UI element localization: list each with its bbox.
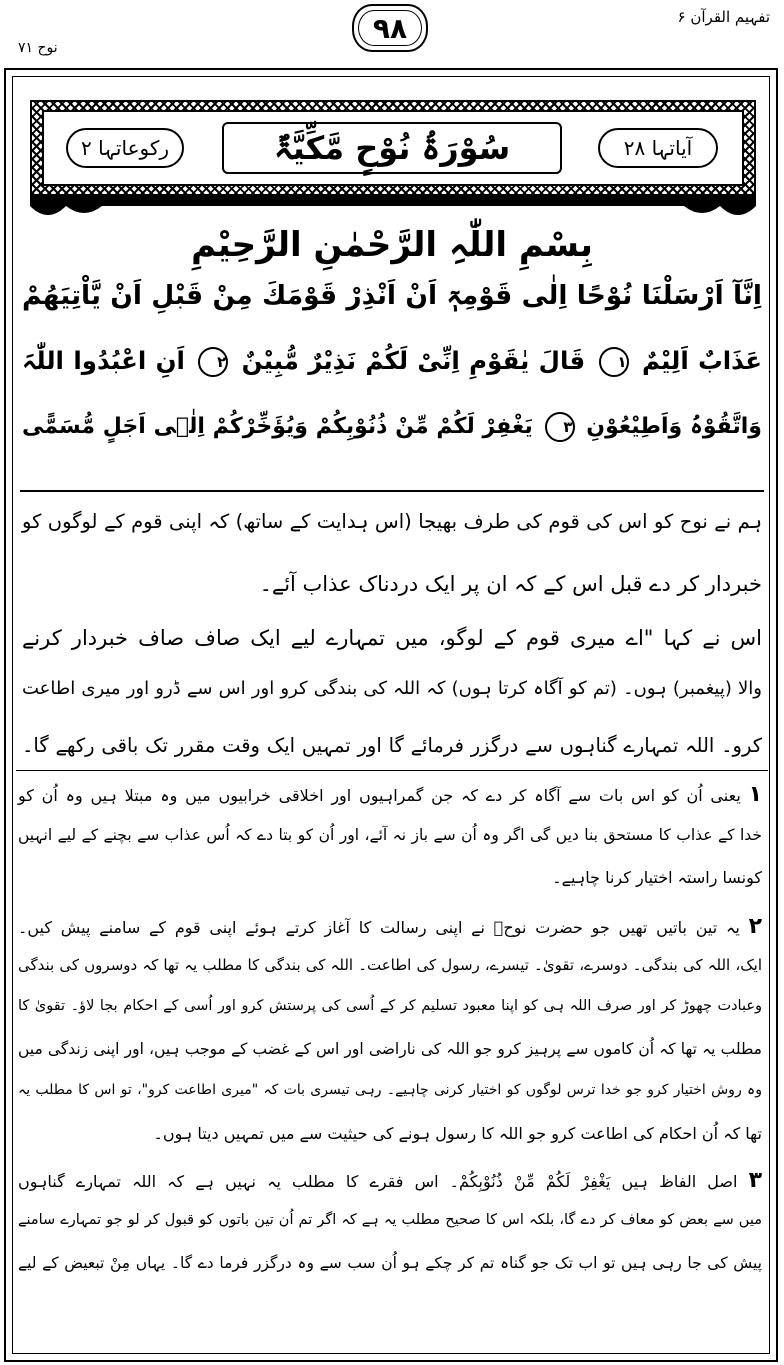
footnote-text: یہ تین باتیں تھیں جو حضرت نوحؑ نے اپنی رسالت کا آغاز کرتے ہوئے اپنی قوم کے سامنے پیش کیں۔	[18, 918, 740, 937]
ayah-line-1: اِنَّآ اَرْسَلْنَا نُوْحًا اِلٰی قَوْمِہٖٓ اَنْ اَنْذِرْ قَوْمَكَ مِنْ قَبْلِ اَنْ یَّاْتِیَهُمْ	[22, 280, 762, 311]
footnote-line: کونسا راستہ اختیار کرنا چاہیے۔	[552, 868, 762, 887]
divider	[20, 490, 764, 492]
bismillah: بِسْمِ اللّٰہِ الرَّحْمٰنِ الرَّحِیْمِ	[191, 225, 593, 265]
translation-line: کرو۔ اللہ تمہارے گناہوں سے درگزر فرمائے گا اور تمہیں ایک وقت مقرر تک باقی رکھے گا۔	[22, 734, 762, 757]
footnote-number: ۲	[748, 914, 763, 939]
ayah-text: وَاتَّقُوْہُ وَاَطِیْعُوْنِ	[586, 414, 762, 439]
footnote-text: یعنی اُن کو اس بات سے آگاہ کر دے کہ جن گمراہیوں اور اخلاقی خرابیوں میں وہ مبتلا ہیں وہ اُن کو	[18, 786, 741, 805]
ayah-number: ۱	[599, 347, 629, 377]
footnote-line: وہ روش اختیار کرو جو خدا ترس لوگوں کو اختیار کرنی چاہیے۔ رہی تیسری بات کہ "میری اطاعت کرو"، تو اس کا مطلب یہ	[18, 1082, 762, 1098]
footnote-line	[18, 1168, 762, 1193]
surah-title: سُوْرَۃُ نُوْحٍ مَّکِّیَّۃٌ	[222, 122, 562, 174]
footnote-line: خدا کے عذاب کا مستحق بنا دیں گی اگر وہ اُن سے باز نہ آئے، اور اُن کو بتا دے کہ اُس عذاب سے بچنے کے لیے انہیں	[18, 826, 762, 844]
ayat-count: آیاتہا ۲۸	[598, 128, 718, 168]
ayah-line-2	[22, 346, 762, 377]
footnote-number: ۳	[748, 1168, 763, 1193]
divider	[16, 770, 768, 771]
ayah-text: یَغْفِرْ لَكُمْ مِّنْ ذُنُوْبِكُمْ وَیُؤَخِّرْكُمْ اِلٰۤی اَجَلٍ مُّسَمًّی	[22, 414, 533, 439]
translation-line: والا (پیغمبر) ہوں۔ (تم کو آگاہ کرتا ہوں) کہ اللہ کی بندگی کرو اور اس سے ڈرو اور میری اطاعت	[22, 678, 762, 699]
book-title: تفہیم القرآن ۶	[677, 8, 770, 26]
translation-line: ہم نے نوح کو اس کی قوم کی طرف بھیجا (اس ہدایت کے ساتھ) کہ اپنی قوم کے لوگوں کو	[22, 510, 762, 533]
translation-line: خبردار کر دے قبل اس کے کہ ان پر ایک دردناک عذاب آئے۔	[259, 572, 762, 596]
ayah-line-3	[22, 412, 762, 442]
page-number: ۹۸	[372, 11, 408, 45]
arch-ornament	[30, 196, 756, 224]
footnote-line: میں سے بعض کو معاف کر دے گا، بلکہ اس کا صحیح مطلب یہ ہے کہ اگر تم اُن تین باتوں کو قبول کر لو جو تمہارے سامنے	[18, 1212, 762, 1228]
footnote-line: ایک، اللہ کی بندگی۔ دوسرے، تقویٰ۔ تیسرے، رسول کی اطاعت۔ اللہ کی بندگی کا مطلب یہ تھا کہ دوسروں کی بندگی	[18, 956, 762, 974]
ayah-number: ۳	[545, 412, 575, 442]
page-number-badge	[352, 4, 428, 52]
footnote-line: تھا کہ اُن احکام کی اطاعت کرو جو اللہ کا رسول ہونے کی حیثیت سے میں تمہیں دیتا ہوں۔	[153, 1124, 762, 1143]
ayah-text: اَنِ اعْبُدُوا اللّٰہَ	[22, 346, 185, 375]
ayah-text: قَالَ یٰقَوْمِ اِنِّیْ لَكُمْ نَذِیْرٌ مُّبِیْنٌ	[241, 346, 586, 375]
ayah-text: عَذَابٌ اَلِیْمٌ	[641, 346, 763, 375]
ruku-count: رکوعاتہا ۲	[66, 128, 184, 168]
footnote-number: ۱	[748, 782, 762, 807]
footnote-line	[18, 782, 762, 807]
footnote-line: وعبادت چھوڑ کر اور صرف اللہ ہی کو اپنا معبود تسلیم کر کے اُسی کی پرستش کرو اور اُسی کے احکام بجا لاؤ۔ تقویٰ کا	[18, 998, 762, 1014]
footnote-line: پیش کی جا رہی ہیں تو اب تک جو گناہ تم کر چکے ہو اُن سب سے وہ درگزر فرما دے گا۔ یہاں مِنْ تبعیض کے لیے	[18, 1254, 762, 1272]
translation-line: اس نے کہا "اے میری قوم کے لوگو، میں تمہارے لیے ایک صاف صاف خبردار کرنے	[22, 626, 762, 650]
footnote-text: اصل الفاظ ہیں یَغْفِرْ لَكُمْ مِّنْ ذُنُوْبِكُمْ۔ اس فقرے کا مطلب یہ نہیں ہے کہ اللہ تمہارے گناہوں	[18, 1172, 738, 1191]
footnote-line	[18, 914, 762, 939]
surah-marker: نوح ۷۱	[18, 40, 58, 56]
ayah-number: ۲	[198, 347, 228, 377]
footnote-line: مطلب یہ تھا کہ اُن کاموں سے پرہیز کرو جو اللہ کی ناراضی اور اس کے غضب کے موجب ہیں، اور اپنی زندگی میں	[18, 1040, 762, 1058]
